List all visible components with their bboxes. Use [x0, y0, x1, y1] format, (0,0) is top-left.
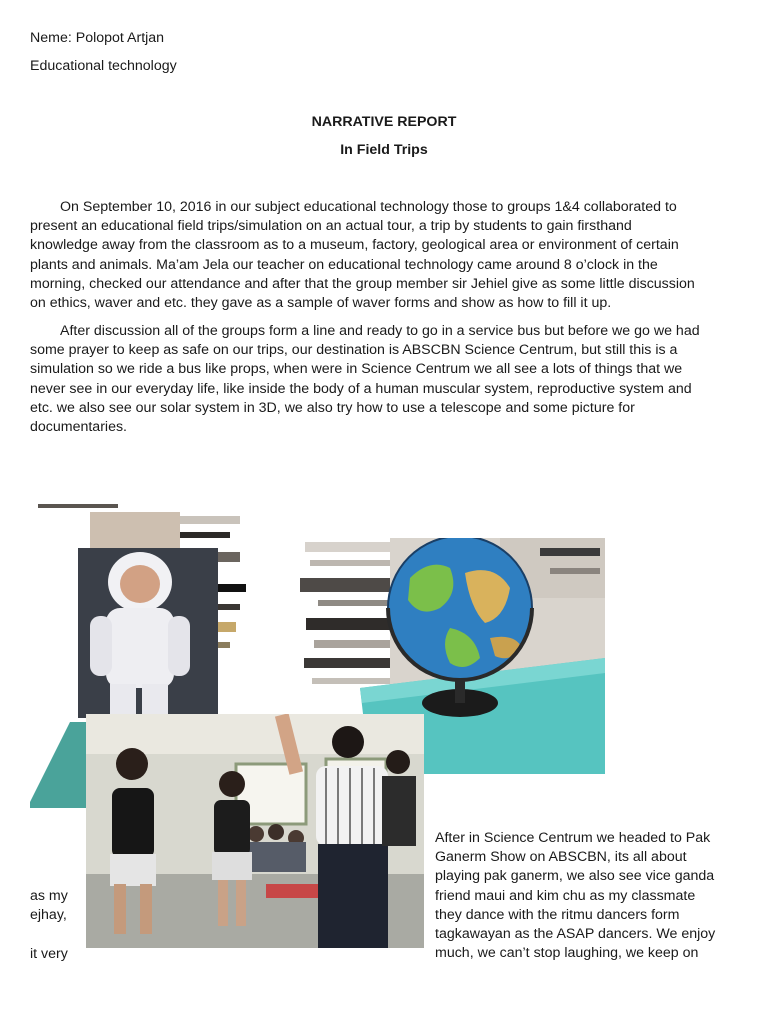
- text-line: Ganerm Show on ABSCBN, its all about: [435, 849, 687, 866]
- report-subtitle: In Field Trips: [340, 142, 428, 158]
- text-line: On September 10, 2016 in our subject educational technology those to groups 1&4 collaborated to: [60, 199, 677, 215]
- student-name: Neme: Polopot Artjan: [30, 30, 165, 46]
- text-line: etc. we also see our solar system in 3D, we also try how to use a telescope and some picture for: [30, 399, 635, 416]
- paragraph-2: [30, 322, 742, 437]
- dancers-photo: [86, 714, 424, 948]
- left-fragment: as my: [30, 888, 68, 904]
- text-line: documentaries.: [30, 419, 127, 436]
- text-line: plants and animals. Ma’am Jela our teacher on educational technology came around 8 o’clock in the: [30, 256, 658, 273]
- paragraph-1: [30, 198, 742, 313]
- course-name: Educational technology: [30, 58, 177, 74]
- text-line: After discussion all of the groups form a line and ready to go in a service bus but before we go we had: [60, 323, 700, 339]
- text-line: never see in our everyday life, like inside the body of a human muscular system, reproductive system and: [30, 380, 692, 397]
- text-line: friend maui and kim chu as my classmate: [435, 887, 696, 904]
- text-line: knowledge away from the classroom as to a museum, factory, geological area or environment of certain: [30, 237, 679, 254]
- text-line: much, we can’t stop laughing, we keep on: [435, 945, 699, 962]
- text-line: present an educational field trips/simulation on an actual tour, a trip by students to gain firsthand: [30, 218, 632, 235]
- text-line: tagkawayan as the ASAP dancers. We enjoy: [435, 926, 716, 943]
- text-line: After in Science Centrum we headed to Pak: [435, 830, 711, 846]
- text-line: some prayer to keep as safe on our trips, our destination is ABSCBN Science Centrum, but still this is a: [30, 342, 678, 359]
- report-title: NARRATIVE REPORT: [311, 114, 457, 130]
- text-line: simulation so we ride a bus like props, when were in Science Centrum we all see a lots of things that we: [30, 361, 683, 378]
- left-fragment: ejhay,: [30, 907, 67, 923]
- dancers-photo-image: [86, 714, 424, 948]
- left-fragment: it very: [30, 946, 68, 962]
- text-line: on ethics, waver and etc. they gave as a sample of waver forms and show as how to fill it up.: [30, 295, 612, 312]
- text-line: morning, checked our attendance and after that the group member sir Jehiel give as some little discussion: [30, 275, 695, 292]
- paragraph-3: [435, 829, 745, 963]
- text-line: they dance with the ritmu dancers form: [435, 906, 680, 923]
- text-line: playing pak ganerm, we also see vice ganda: [435, 868, 715, 885]
